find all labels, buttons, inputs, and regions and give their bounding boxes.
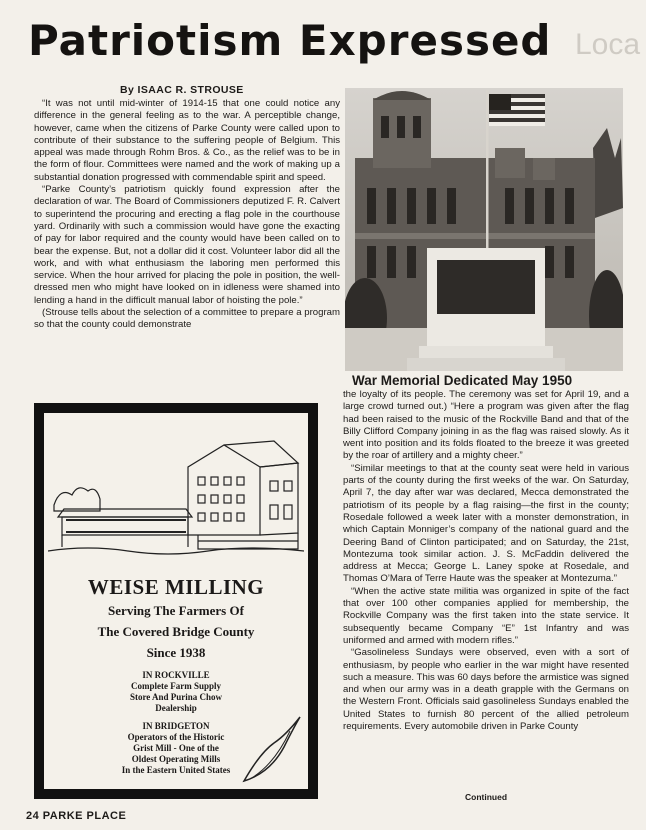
bleed-through-text: Loca [575,28,641,61]
continued-label: Continued [465,792,508,802]
ad-tagline-1: Serving The Farmers Of [108,603,244,618]
weise-milling-advertisement [34,403,318,799]
ad-bridgeton-heading: IN BRIDGETON [142,721,210,731]
article-byline: By ISAAC R. STROUSE [120,84,244,96]
ad-rockville-line: Complete Farm Supply [131,681,221,691]
ad-bridgeton-line: Grist Mill - One of the [133,743,219,753]
decorative-flourish-icon [240,713,304,785]
ad-title: WEISE MILLING [87,575,265,599]
photo-caption: War Memorial Dedicated May 1950 [352,373,573,388]
american-flag-icon [489,94,545,126]
ad-bridgeton-line: In the Eastern United States [121,765,231,775]
article-column-left [34,98,340,332]
ad-bridgeton-line: Oldest Operating Mills [131,754,221,764]
paragraph: “Similar meetings to that at the county seat were held in various parts of the county during the first weeks of the war. On Saturday, April 7, the day after war was declared, Mecca demonstrated the patriotism of its people by a flag raising—the first in the county; Rosedale followed a week later with a monster demonstration, in which Captain Monniger’s company of the national guard and the Deering Band of Clinton participated; and on Saturday, the 21st, Montezuma took similar action. J. S. McFaddin delivered the address at Mecca; George L. Laney spoke at Rosedale, and Thomas O’Mara of Terre Haute was the speaker at Montezuma.” [343,462,629,585]
ad-rockville-line: Dealership [155,703,197,713]
page-footer: 24 PARKE PLACE [26,810,127,822]
paragraph: “When the active state militia was organized in spite of the fact that over 100 other companies applied for membership, the Rockville Company was the first taken into the state service. It subsequently became Company “E” 1st Infantry and was uniformed and armed with modern rifles.” [343,585,629,646]
ad-tagline-2: The Covered Bridge County [97,624,255,639]
mill-and-covered-bridge-illustration [48,425,304,557]
war-memorial-photo [345,88,623,371]
ad-tagline-3: Since 1938 [146,645,206,660]
article-title: Patriotism Expressed [28,16,552,65]
ad-rockville-line: Store And Purina Chow [129,692,223,702]
paragraph: (Strouse tells about the selection of a committee to prepare a program so that the county could demonstrate [34,307,340,331]
paragraph: “Parke County’s patriotism quickly found expression after the declaration of war. The Board of Commissioners deputized F. R. Calvert to superintend the procuring and erecting a flag pole in the courthouse yard. Ordinarily with such a commission would have gone the exacting of pay for labor required and the county would have been called on to bear the expense. But, not a dollar did it cost. Volunteer labor did all the work, and with what enthusiasm the laboring men performed this service. When the hour arrived for placing the pole in position, the well-dressed men who might have looked on in idleness were shamed into lending a hand in the difficult manual labor of hoisting the pole.” [34,184,340,306]
article-column-right [343,389,629,733]
courthouse-illustration [345,88,623,371]
ad-bridgeton-line: Operators of the Historic [127,732,225,742]
ad-rockville-heading: IN ROCKVILLE [142,670,210,680]
paragraph: “Gasolineless Sundays were observed, even with a sort of enthusiasm, by people who earlier in the war might have resented such a measure. This was 60 days before the armistice was signed and when our army was in a death grapple with the Germans on the Western Front. Officials said gasolineless Sundays enabled the United States to furnish 80 percent of the allied petroleum requirements. Every automobile driven in Parke County [343,647,629,733]
paragraph: the loyalty of its people. The ceremony was set for April 19, and a large crowd turned out.) “Here a program was given after the flag had been raised to the music of the Rockville Band and that of the Billy Clifford Company joining in as the flag was raised slowly. As it went into position and its folds floated to the breeze it was greeted by the roar of artillery and a mighty cheer.” [343,389,629,462]
paragraph: “It was not until mid-winter of 1914-15 that one could notice any difference in the general feeling as to the war. A perceptible change, however, came when the citizens of Parke County were called upon to contribute of their substance to the suffering people of Belgium. This appeal was made through Rohm Bros. & Co., as the relief was to be in the form of flour. Committees were named and the work of making up a substantial donation progressed with commendable spirit and speed. [34,98,340,183]
ad-panel [44,413,308,789]
